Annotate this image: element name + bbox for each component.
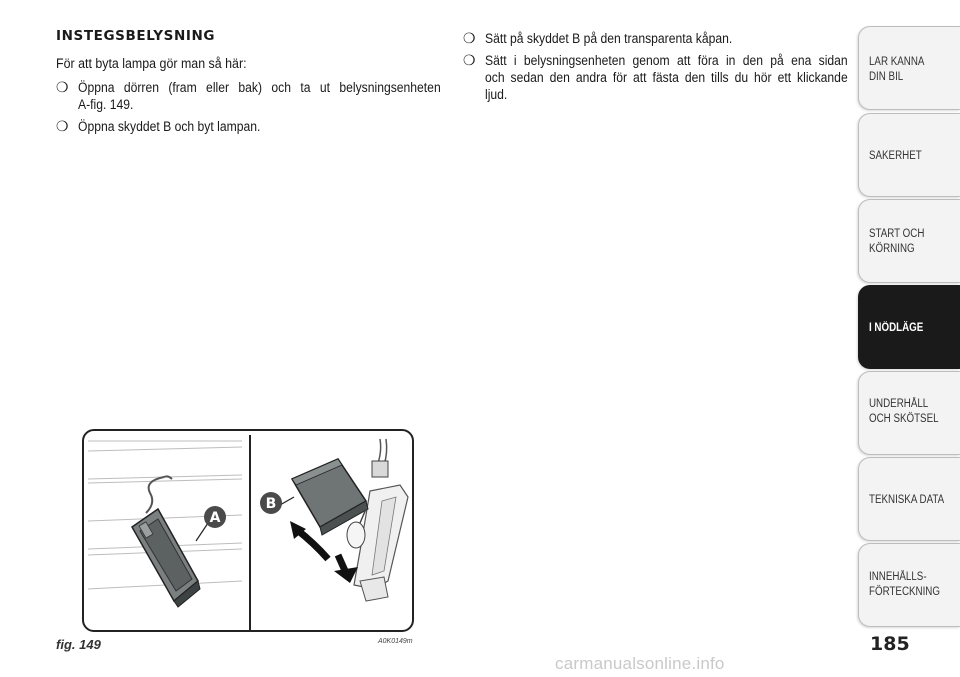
list-item [56, 79, 441, 115]
step-text: och sedan den andra för att fästa den tills du hör ett klickande [485, 70, 848, 85]
tab-start-och-korning[interactable] [858, 199, 960, 283]
tab-sakerhet[interactable] [858, 113, 960, 197]
step-text: A-fig. 149. [78, 97, 134, 112]
page-number: 185 [870, 633, 910, 655]
bulb-icon [347, 522, 365, 548]
bullet-icon: ❍ [463, 52, 476, 68]
figure-caption: fig. 149 [56, 637, 101, 652]
lamp-unit-a [132, 509, 200, 607]
tab-label: UNDERHÅLL OCH SKÖTSEL [869, 398, 939, 425]
tab-label: SÄKERHET [869, 150, 922, 162]
step-text: ljud. [485, 87, 508, 102]
step-text: Öppna skyddet B och byt lampan. [78, 119, 261, 134]
section-heading: INSTEGSBELYSNING [56, 28, 216, 44]
tab-label: START OCH KÖRNING [869, 228, 925, 255]
figure-illustration [82, 429, 414, 632]
tab-tekniska-data[interactable] [858, 457, 960, 541]
figure-code: A0K0149m [378, 638, 413, 645]
bullet-icon: ❍ [56, 79, 69, 95]
watermark: carmanualsonline.info [555, 654, 725, 673]
tab-label: INNEHÅLLS- FÖRTECKNING [869, 571, 940, 598]
tab-label: LÄR KÄNNA DIN BIL [869, 56, 925, 83]
step-text: Öppna dörren (fram eller bak) och ta ut belysningsenheten [78, 80, 441, 95]
bullet-icon: ❍ [463, 30, 476, 46]
tab-label: I NÖDLÄGE [869, 322, 924, 334]
step-text: Sätt i belysningsenheten genom att föra in den på ena sidan [485, 53, 848, 68]
list-item [463, 30, 848, 48]
tab-i-nodlage[interactable] [858, 285, 960, 369]
intro-text: För att byta lampa gör man så här: [56, 56, 247, 71]
tab-lar-kanna-din-bil[interactable] [858, 26, 960, 110]
list-item [463, 52, 848, 104]
callout-b-label: B [265, 496, 277, 512]
callout-a-label: A [209, 510, 221, 526]
lamp-replacement-illustration [84, 431, 414, 632]
bullet-icon: ❍ [56, 118, 69, 134]
tab-underhall-och-skotsel[interactable] [858, 371, 960, 455]
step-text: Sätt på skyddet B på den transparenta kåpan. [485, 31, 733, 46]
list-item [56, 118, 441, 136]
tab-innehallsforteckning[interactable] [858, 543, 960, 627]
tab-label: TEKNISKA DATA [869, 494, 945, 506]
